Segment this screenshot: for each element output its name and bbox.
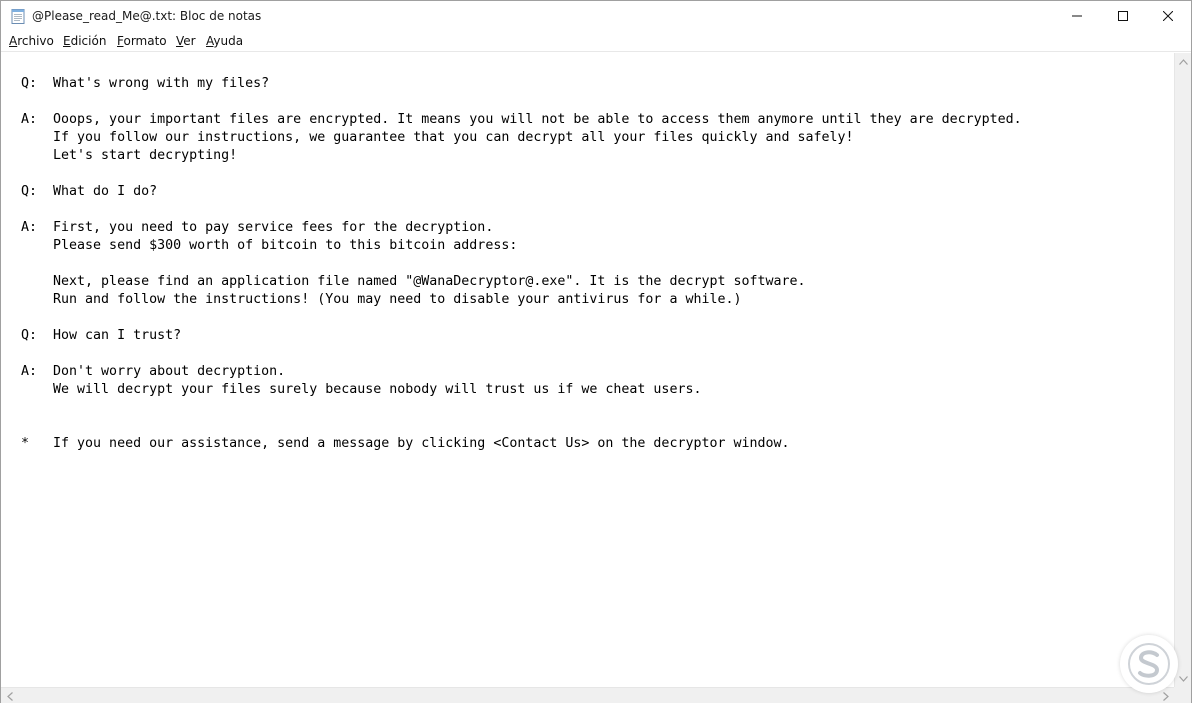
text-line: A: First, you need to pay service fees for the decryption. [21, 220, 494, 235]
menu-ver[interactable] [176, 34, 196, 48]
menu-ayuda-rest: yuda [213, 34, 244, 48]
vertical-scrollbar[interactable] [1174, 53, 1191, 687]
text-line: Let's start decrypting! [21, 148, 238, 163]
menu-bar [1, 31, 1191, 52]
notepad-icon [11, 8, 25, 24]
text-line: Next, please find an application file named "@WanaDecryptor@.exe". It is the decrypt software. [21, 274, 806, 289]
scroll-left-icon[interactable] [1, 688, 18, 703]
menu-ver-rest: er [183, 34, 196, 48]
minimize-button[interactable] [1054, 1, 1100, 31]
menu-edicion[interactable] [63, 34, 106, 48]
menu-archivo-rest: rchivo [17, 34, 54, 48]
text-editor-area[interactable] [1, 53, 1174, 687]
close-button[interactable] [1145, 1, 1191, 31]
menu-formato-mnemonic: F [117, 34, 124, 48]
maximize-button[interactable] [1100, 1, 1146, 31]
text-line: Q: What's wrong with my files? [21, 76, 270, 91]
menu-archivo-mnemonic: A [9, 34, 18, 48]
title-bar[interactable] [1, 1, 1191, 31]
menu-formato-rest: ormato [123, 34, 167, 48]
minimize-icon [1072, 11, 1082, 21]
watermark-logo-icon [1120, 635, 1178, 693]
menu-archivo[interactable] [9, 34, 54, 48]
text-line: A: Don't worry about decryption. [21, 364, 286, 379]
menu-edicion-mnemonic: E [63, 34, 71, 48]
window-title: @Please_read_Me@.txt: Bloc de notas [32, 9, 262, 23]
horizontal-scrollbar[interactable] [1, 687, 1174, 703]
text-line: If you follow our instructions, we guarantee that you can decrypt all your files quickly and safely! [21, 130, 854, 145]
text-line: * If you need our assistance, send a message by clicking <Contact Us> on the decryptor window. [21, 436, 790, 451]
menu-edicion-rest: dición [70, 34, 107, 48]
menu-ayuda[interactable] [206, 34, 243, 48]
maximize-icon [1118, 11, 1128, 21]
menu-ayuda-mnemonic: A [206, 34, 214, 48]
text-line: A: Ooops, your important files are encrypted. It means you will not be able to access them anymore until they are decrypted. [21, 112, 1022, 127]
scrollbar-corner [1174, 687, 1191, 703]
text-line: Q: How can I trust? [21, 328, 182, 343]
text-line: Q: What do I do? [21, 184, 158, 199]
scroll-down-icon[interactable] [1175, 670, 1192, 687]
text-line: Please send $300 worth of bitcoin to this bitcoin address: [21, 238, 518, 253]
scroll-up-icon[interactable] [1175, 53, 1192, 70]
menu-ver-mnemonic: V [176, 34, 184, 48]
text-line: Run and follow the instructions! (You may need to disable your antivirus for a while.) [21, 292, 742, 307]
text-line: We will decrypt your files surely because nobody will trust us if we cheat users. [21, 382, 702, 397]
close-icon [1163, 11, 1173, 21]
menu-formato[interactable] [117, 34, 167, 48]
